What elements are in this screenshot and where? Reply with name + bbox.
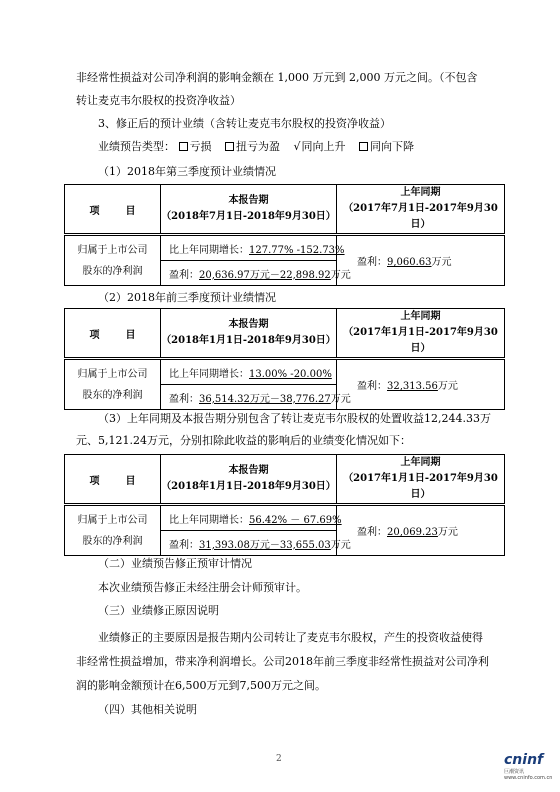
- header-item: 项 目: [65, 185, 161, 235]
- header-prior-period: 上年同期 （2017年7月1日-2017年9月30日）: [337, 185, 505, 235]
- table2-caption: （2）2018年前三季度预计业绩情况: [98, 291, 276, 304]
- header-item: 项 目: [65, 455, 161, 505]
- header-prior-period: 上年同期 （2017年1月1日-2017年9月30日）: [337, 309, 505, 359]
- check-mark-icon: √: [293, 140, 301, 153]
- cninfo-logo: [504, 752, 554, 786]
- table-q3-forecast: [64, 184, 505, 286]
- section-audit-body: 本次业绩预告修正未经注册会计师预审计。: [98, 581, 307, 594]
- section-other-title: （四）其他相关说明: [98, 703, 197, 716]
- prior-profit-cell: 盈利：20,069.23万元: [337, 505, 505, 556]
- logo-sub: 巨潮资讯: [504, 769, 525, 775]
- row-label: 归属于上市公司 股东的净利润: [65, 505, 161, 556]
- logo-brand: cninf: [504, 752, 544, 768]
- intro-line-1: 非经常性损益对公司净利润的影响金额在 1,000 万元到 2,000 万元之间。（不包含: [76, 71, 478, 84]
- growth-cell: 比上年同期增长：56.42% － 67.69%: [161, 505, 337, 531]
- section-reason-title: （三）业绩修正原因说明: [98, 604, 219, 617]
- section3-title: 3、修正后的预计业绩（含转让麦克韦尔股权的投资净收益）: [98, 117, 391, 130]
- section-audit-title: （二）业绩预告修正预审计情况: [98, 557, 252, 570]
- header-current-period: 本报告期 （2018年1月1日-2018年9月30日）: [161, 309, 337, 359]
- forecast-type-row: [98, 139, 414, 155]
- option-increase: √同向上升: [293, 140, 346, 153]
- table-9m-forecast: [64, 308, 505, 410]
- checkbox-icon: [225, 142, 234, 151]
- growth-cell: 比上年同期增长：13.00% -20.00%: [161, 359, 337, 385]
- checkbox-icon: [359, 142, 368, 151]
- growth-cell: 比上年同期增长：127.77% -152.73%: [161, 235, 337, 261]
- section-reason-line-1: 业绩修正的主要原因是报告期内公司转让了麦克韦尔股权，产生的投资收益使得: [98, 631, 483, 644]
- header-current-period: 本报告期 （2018年7月1日-2018年9月30日）: [161, 185, 337, 235]
- row-label: 归属于上市公司 股东的净利润: [65, 235, 161, 286]
- option-turnaround: 扭亏为盈: [225, 140, 280, 153]
- page-number: 2: [276, 754, 282, 764]
- option-loss: 亏损: [179, 140, 212, 153]
- header-item: 项 目: [65, 309, 161, 359]
- header-prior-period: 上年同期 （2017年1月1日-2017年9月30日）: [337, 455, 505, 505]
- forecast-type-label: 业绩预告类型：: [98, 140, 175, 153]
- checkbox-icon: [179, 142, 188, 151]
- profit-cell: 盈利：31,393.08万元－33,655.03万元: [161, 531, 337, 556]
- section-reason-line-3: 润的影响金额预计在6,500万元到7,500万元之间。: [76, 679, 326, 692]
- logo-url: www.cninfo.com.cn: [504, 775, 553, 781]
- profit-cell: 盈利：20,636.97万元－22,898.92万元: [161, 261, 337, 286]
- note3-line-1: （3）上年同期及本报告期分别包含了转让麦克韦尔股权的处置收益12,244.33万: [98, 412, 491, 425]
- intro-line-2: 转让麦克韦尔股权的投资净收益）: [76, 94, 241, 107]
- profit-cell: 盈利：36,514.32万元－38,776.27万元: [161, 385, 337, 410]
- row-label: 归属于上市公司 股东的净利润: [65, 359, 161, 410]
- table-adjusted-performance: [64, 454, 505, 556]
- header-current-period: 本报告期 （2018年1月1日-2018年9月30日）: [161, 455, 337, 505]
- option-decrease: 同向下降: [359, 140, 414, 153]
- prior-profit-cell: 盈利：32,313.56万元: [337, 359, 505, 410]
- note3-line-2: 元、5,121.24万元，分别扣除此收益的影响后的业绩变化情况如下：: [76, 434, 411, 447]
- table1-caption: （1）2018年第三季度预计业绩情况: [98, 165, 276, 178]
- section-reason-line-2: 非经常性损益增加，带来净利润增长。公司2018年前三季度非经常性损益对公司净利: [76, 655, 489, 668]
- prior-profit-cell: 盈利：9,060.63万元: [337, 235, 505, 286]
